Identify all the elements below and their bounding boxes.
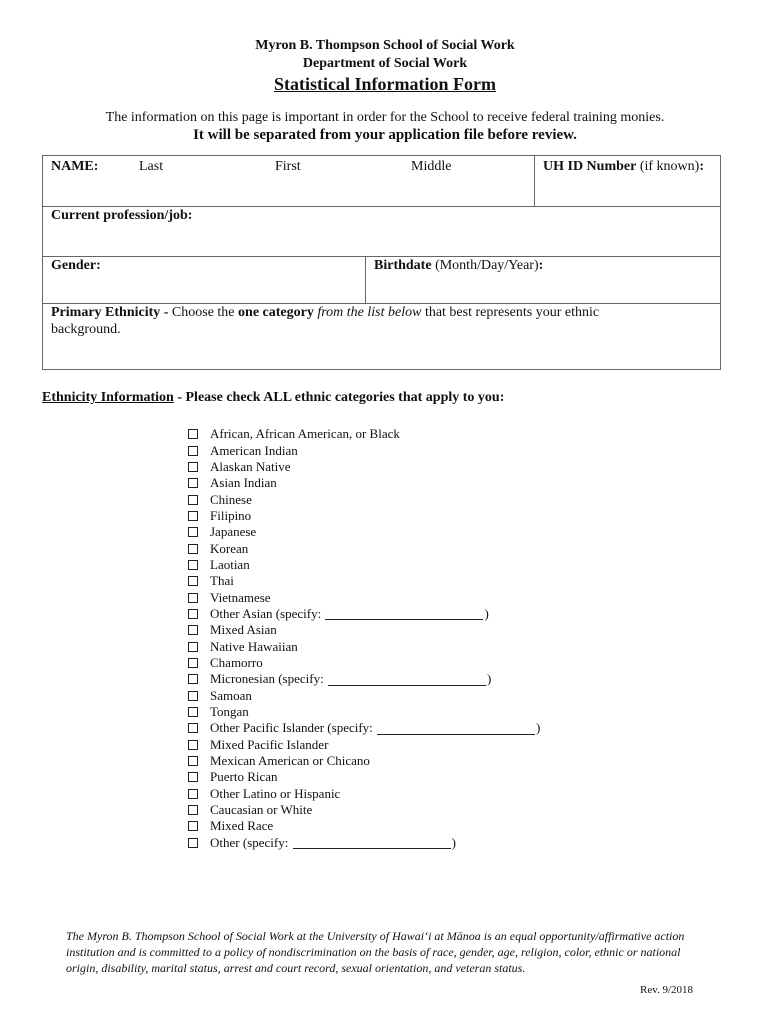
uh-id-field[interactable]: UH ID Number (if known): [543, 159, 705, 174]
gender-field[interactable]: Gender: [51, 258, 101, 273]
list-item: Mixed Pacific Islander [188, 737, 540, 753]
checkbox[interactable] [188, 429, 198, 439]
checkbox[interactable] [188, 625, 198, 635]
list-item: Laotian [188, 557, 540, 573]
list-item: Samoan [188, 688, 540, 704]
list-item: African, African American, or Black [188, 426, 540, 442]
intro-notice: It will be separated from your application file before review. [193, 127, 577, 143]
list-item: Filipino [188, 508, 540, 524]
checkbox[interactable] [188, 478, 198, 488]
list-item: Chinese [188, 491, 540, 507]
checkbox[interactable] [188, 527, 198, 537]
department-name: Department of Social Work [302, 56, 468, 71]
last-name-field[interactable]: Last [139, 159, 164, 174]
list-item: Native Hawaiian [188, 638, 540, 654]
list-item: Other Asian (specify: ) [188, 606, 540, 622]
checkbox[interactable] [188, 642, 198, 652]
checkbox[interactable] [188, 593, 198, 603]
list-item: Other Latino or Hispanic [188, 786, 540, 802]
list-item: Caucasian or White [188, 802, 540, 818]
specify-field[interactable] [377, 722, 535, 735]
name-label: NAME: [51, 159, 99, 174]
list-item: Japanese [188, 524, 540, 540]
checkbox[interactable] [188, 805, 198, 815]
list-item: Other Pacific Islander (specify: ) [188, 720, 540, 736]
uh-id-hint: (if known) [639, 159, 700, 174]
checkbox[interactable] [188, 576, 198, 586]
middle-name-field[interactable]: Middle [411, 159, 452, 174]
primary-ethnicity-instructions-cont: background. [51, 322, 121, 337]
checkbox[interactable] [188, 544, 198, 554]
list-item: Mixed Asian [188, 622, 540, 638]
checkbox[interactable] [188, 511, 198, 521]
primary-ethnicity-instructions[interactable]: Primary Ethnicity - Choose the one category from the list below that best represents your ethnic [51, 305, 600, 320]
checkbox[interactable] [188, 674, 198, 684]
specify-field[interactable] [325, 607, 483, 620]
checkbox[interactable] [188, 609, 198, 619]
checkbox[interactable] [188, 838, 198, 848]
birthdate-label: Birthdate [374, 258, 432, 273]
uh-id-label: UH ID Number [543, 159, 637, 174]
checkbox[interactable] [188, 658, 198, 668]
applicant-info-table [42, 155, 721, 370]
list-item: Tongan [188, 704, 540, 720]
list-item: Asian Indian [188, 475, 540, 491]
specify-field[interactable] [328, 673, 486, 686]
list-item: Mexican American or Chicano [188, 753, 540, 769]
checkbox[interactable] [188, 495, 198, 505]
checkbox[interactable] [188, 723, 198, 733]
checkbox[interactable] [188, 446, 198, 456]
list-item: Chamorro [188, 655, 540, 671]
school-name: Myron B. Thompson School of Social Work [255, 38, 515, 53]
profession-field[interactable]: Current profession/job: [51, 208, 193, 223]
first-name-field[interactable]: First [275, 159, 301, 174]
nondiscrimination-statement: The Myron B. Thompson School of Social Work at the University of Hawaiʻi at Mānoa is an equal opportunity/affirmative action institution and is committed to a policy of nondiscrimination on the basis of race, gender, age, religion, color, ethnic or national origin, disability, marital status, arrest and court record, sexual orientation, and veteran status. [66, 929, 685, 975]
list-item: Thai [188, 573, 540, 589]
checkbox[interactable] [188, 789, 198, 799]
list-item: Korean [188, 540, 540, 556]
list-item: Micronesian (specify: ) [188, 671, 540, 687]
checkbox[interactable] [188, 772, 198, 782]
list-item: Puerto Rican [188, 769, 540, 785]
ethnicity-section-title: Ethnicity Information - Please check ALL ethnic categories that apply to you: [42, 390, 505, 405]
ethnicity-checklist [188, 426, 540, 851]
checkbox[interactable] [188, 691, 198, 701]
list-item: Other (specify: ) [188, 835, 540, 851]
checkbox[interactable] [188, 740, 198, 750]
checkbox[interactable] [188, 707, 198, 717]
birthdate-hint: (Month/Day/Year) [435, 258, 539, 273]
checkbox[interactable] [188, 821, 198, 831]
form-title: Statistical Information Form [274, 74, 496, 94]
checkbox[interactable] [188, 756, 198, 766]
intro-text: The information on this page is important in order for the School to receive federal training monies. [105, 110, 665, 125]
list-item: American Indian [188, 442, 540, 458]
list-item: Vietnamese [188, 589, 540, 605]
revision-date: Rev. 9/2018 [640, 984, 694, 996]
checkbox[interactable] [188, 462, 198, 472]
specify-field[interactable] [293, 836, 451, 849]
list-item: Alaskan Native [188, 459, 540, 475]
checkbox[interactable] [188, 560, 198, 570]
list-item: Mixed Race [188, 818, 540, 834]
birthdate-field[interactable]: Birthdate (Month/Day/Year): [374, 258, 544, 273]
